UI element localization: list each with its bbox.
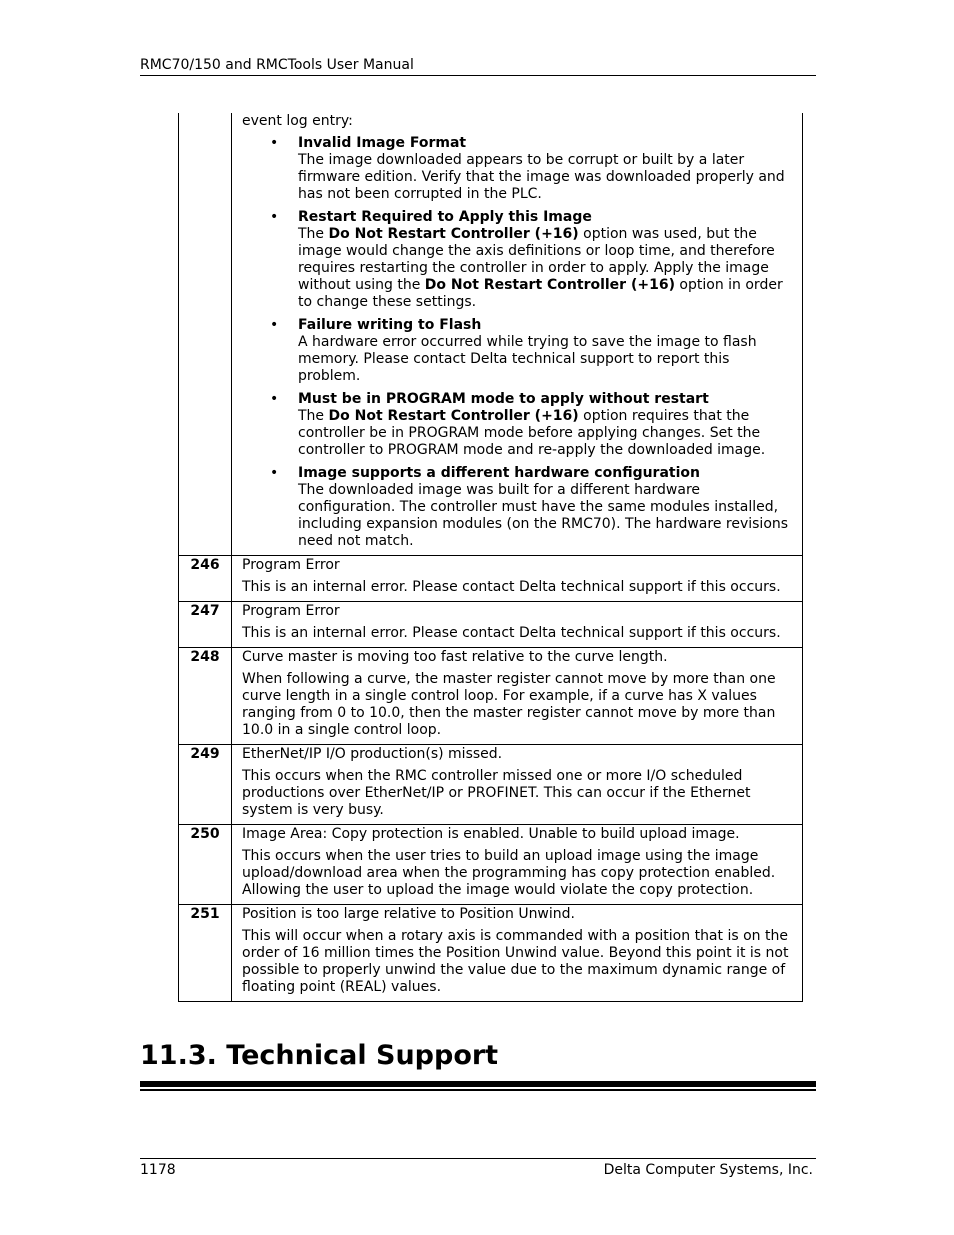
message-text: The (298, 408, 329, 424)
table-row (179, 905, 803, 1002)
message-text: option in order to change these settings. (298, 277, 783, 310)
table-row (179, 648, 803, 745)
message-text: The image downloaded appears to be corrupt or built by a later firmware edition. Verify that the image was downloaded properly and has not been corrupted in the PLC. (298, 152, 785, 202)
error-description-cell (232, 745, 803, 825)
error-code: 248 (179, 648, 232, 745)
table-row (179, 556, 803, 602)
event-log-intro: event log entry: (242, 113, 353, 129)
error-code: 250 (179, 825, 232, 905)
error-explanation: This will occur when a rotary axis is commanded with a position that is on the order of 16 million times the Position Unwind value. Beyond this point it is not possible to properly unwind the value due to the maximum dynamic range of floating point (REAL) values. (242, 928, 789, 995)
error-description-cell (232, 648, 803, 745)
error-explanation: This occurs when the RMC controller missed one or more I/O scheduled productions over EtherNet/IP or PROFINET. This can occur if the Ethernet system is very busy. (242, 768, 751, 818)
table-row (179, 745, 803, 825)
error-message: Position is too large relative to Position Unwind. (242, 906, 575, 922)
error-message: Image Area: Copy protection is enabled. Unable to build upload image. (242, 826, 740, 842)
table-row (179, 825, 803, 905)
error-description-cell (232, 113, 803, 556)
company-name: Delta Computer Systems, Inc. (603, 1162, 813, 1178)
option-name: Do Not Restart Controller (+16) (328, 408, 579, 424)
error-code: 251 (179, 905, 232, 1002)
message-title: Must be in PROGRAM mode to apply without restart (298, 391, 709, 407)
event-log-message (270, 135, 794, 203)
message-text: option was used, but the image would change the axis definitions or loop time, and therefore requires restarting the controller in order to apply. Apply the image without using the (298, 226, 775, 293)
error-description-cell (232, 905, 803, 1002)
message-text: The downloaded image was built for a different hardware configuration. The controller must have the same modules installed, including expansion modules (on the RMC70). The hardware revisions need not match. (298, 482, 789, 549)
event-log-message-list (242, 135, 794, 550)
error-explanation: When following a curve, the master register cannot move by more than one curve length in a single control loop. For example, if a curve has X values ranging from 0 to 10.0, then the master register cannot move by more than 10.0 in a single control loop. (242, 671, 776, 738)
message-text: option requires that the controller be in PROGRAM mode before applying changes. Set the controller to PROGRAM mode and re-apply the downloaded image. (298, 408, 766, 458)
message-body (298, 482, 788, 549)
table-row-continued (179, 113, 803, 556)
error-message: EtherNet/IP I/O production(s) missed. (242, 746, 503, 762)
bullet-icon: • (270, 317, 279, 333)
error-description-cell (232, 602, 803, 648)
message-body (298, 334, 757, 384)
section-heading (140, 1037, 816, 1087)
error-code: 246 (179, 556, 232, 602)
error-explanation: This is an internal error. Please contact Delta technical support if this occurs. (242, 579, 781, 595)
message-body (298, 408, 765, 458)
running-header (140, 56, 816, 76)
error-description-cell (232, 825, 803, 905)
message-title: Image supports a different hardware configuration (298, 465, 700, 481)
error-message: Program Error (242, 557, 340, 573)
error-message: Program Error (242, 603, 340, 619)
event-log-message (270, 317, 794, 385)
option-name: Do Not Restart Controller (+16) (424, 277, 675, 293)
section-title: 11.3. Technical Support (140, 1040, 499, 1071)
bullet-icon: • (270, 135, 279, 151)
event-log-message (270, 465, 794, 550)
message-title: Restart Required to Apply this Image (298, 209, 592, 225)
error-code-table (178, 113, 803, 1002)
bullet-icon: • (270, 465, 279, 481)
message-text: A hardware error occurred while trying to save the image to flash memory. Please contact Delta technical support to report this problem. (298, 334, 757, 384)
error-code: 249 (179, 745, 232, 825)
bullet-icon: • (270, 391, 279, 407)
error-description-cell (232, 556, 803, 602)
event-log-message (270, 209, 794, 311)
page-footer (140, 1158, 816, 1179)
message-title: Failure writing to Flash (298, 317, 482, 333)
page-number: 1178 (140, 1162, 176, 1178)
event-log-message (270, 391, 794, 459)
message-text: The (298, 226, 329, 242)
table-row (179, 602, 803, 648)
error-code: 247 (179, 602, 232, 648)
error-code-cell (179, 113, 232, 556)
bullet-icon: • (270, 209, 279, 225)
message-body (298, 226, 783, 310)
error-message: Curve master is moving too fast relative to the curve length. (242, 649, 668, 665)
message-body (298, 152, 785, 202)
error-explanation: This occurs when the user tries to build an upload image using the image upload/download area when the programming has copy protection enabled. Allowing the user to upload the image would violate the copy protection. (242, 848, 776, 898)
manual-title: RMC70/150 and RMCTools User Manual (140, 57, 414, 73)
option-name: Do Not Restart Controller (+16) (328, 226, 579, 242)
message-title: Invalid Image Format (298, 135, 467, 151)
error-explanation: This is an internal error. Please contact Delta technical support if this occurs. (242, 625, 781, 641)
